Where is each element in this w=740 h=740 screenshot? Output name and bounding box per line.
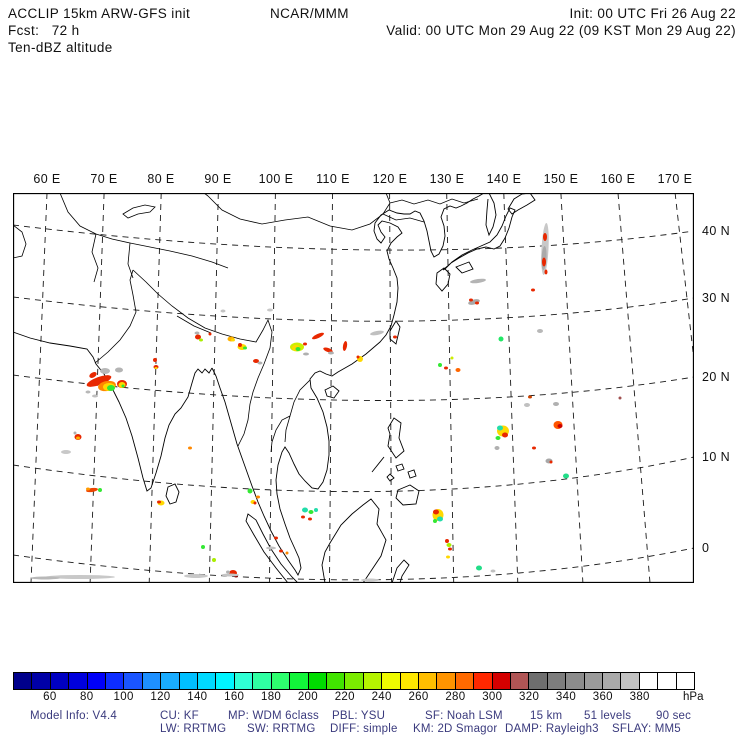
echo-top-patch <box>447 543 452 547</box>
colorbar-cell-380 <box>640 673 658 689</box>
lon-tick-label: 140 E <box>486 172 522 186</box>
echo-top-patch <box>448 548 452 551</box>
colorbar-cell-220 <box>345 673 363 689</box>
forecast-hour: Fcst: 72 h <box>8 23 80 38</box>
coastlines <box>13 193 535 583</box>
lat-tick-label: 20 N <box>702 370 731 384</box>
echo-top-patch <box>231 339 235 342</box>
colorbar-tick-120: 120 <box>150 691 171 703</box>
meridian-170E <box>675 193 694 583</box>
coastline-hokkaido <box>508 193 535 214</box>
meridian-160E <box>618 193 650 583</box>
parallel-40N <box>13 225 694 250</box>
colorbar-tick-200: 200 <box>297 691 318 703</box>
echo-top-patch <box>122 385 125 388</box>
echo-top-patch <box>98 488 102 492</box>
colorbar-tick-220: 220 <box>334 691 355 703</box>
model-info-sw: SW: RRTMG <box>247 723 316 735</box>
colorbar-cell-260 <box>419 673 437 689</box>
echo-top-patch <box>342 341 348 352</box>
echo-top-patch <box>550 461 553 464</box>
model-info-sf: SF: Noah LSM <box>425 710 503 722</box>
echo-top-patch <box>86 488 90 491</box>
echo-top-patch <box>499 337 504 342</box>
echo-top-patch <box>456 368 461 372</box>
echo-top-patch <box>619 397 622 400</box>
lat-lon-graticule <box>13 193 694 583</box>
coastline-kyushu <box>436 268 450 291</box>
echo-top-patch <box>76 437 80 440</box>
echo-top-patch <box>311 331 324 340</box>
model-info-pbl: PBL: YSU <box>332 710 386 722</box>
colorbar-cell-300 <box>493 673 511 689</box>
coastline-palawan <box>372 457 384 472</box>
colorbar-cell-370 <box>621 673 639 689</box>
echo-top-patch <box>361 579 379 582</box>
colorbar-cell-190 <box>290 673 308 689</box>
map-frame <box>14 194 694 583</box>
meridian-60E <box>31 193 47 583</box>
echo-top-patch <box>370 330 384 336</box>
coastline-honshu <box>443 208 515 270</box>
lon-tick-label: 110 E <box>316 172 350 186</box>
echo-top-patch <box>328 352 334 355</box>
echo-top-patch <box>243 347 247 350</box>
border-ne-china <box>383 199 478 222</box>
echo-top-patch <box>531 289 535 292</box>
border-indochina <box>271 380 310 452</box>
meridian-130E <box>447 193 454 583</box>
colorbar-cell-290 <box>474 673 492 689</box>
echo-top-patch <box>495 446 500 450</box>
lon-tick-label: 170 E <box>657 172 693 186</box>
echo-top-patch <box>491 570 496 573</box>
border-thailand-myanmar <box>238 404 250 446</box>
colorbar-cell-150 <box>216 673 234 689</box>
model-info-lw: LW: RRTMG <box>160 723 227 735</box>
echo-top-patch <box>61 450 71 454</box>
echo-top-patch <box>301 516 305 519</box>
lon-tick-label: 160 E <box>600 172 636 186</box>
colorbar-tick-380: 380 <box>629 691 650 703</box>
echo-top-patch <box>226 571 230 574</box>
echo-top-patch <box>309 510 314 514</box>
echo-top-patch <box>532 447 536 450</box>
echo-top-patch <box>393 336 397 339</box>
colorbar-tick-100: 100 <box>113 691 134 703</box>
model-info-version: Model Info: V4.4 <box>30 710 117 722</box>
echo-top-patch <box>157 501 161 504</box>
echo-top-patch <box>209 333 212 336</box>
colorbar-cell-180 <box>272 673 290 689</box>
echo-top-patch <box>201 545 205 549</box>
echo-top-patch <box>542 258 546 267</box>
colorbar-cell-210 <box>327 673 345 689</box>
coastline-luzon <box>388 418 404 458</box>
model-info-mp: MP: WDM 6class <box>228 710 319 722</box>
colorbar-unit: hPa <box>683 691 704 703</box>
colorbar-cell-400 <box>677 673 694 689</box>
echo-top-patch <box>524 403 530 407</box>
meridian-150E <box>561 193 583 583</box>
echo-top-patch <box>115 368 123 373</box>
echo-top-patch <box>357 356 360 359</box>
colorbar-cell-310 <box>511 673 529 689</box>
model-info-levels: 51 levels <box>584 710 632 722</box>
model-info-res: 15 km <box>530 710 563 722</box>
echo-top-patch <box>314 508 318 512</box>
colorbar-cell-170 <box>253 673 271 689</box>
echo-top-patch <box>107 385 115 391</box>
colorbar-cell-160 <box>235 673 253 689</box>
colorbar-cell-200 <box>309 673 327 689</box>
echo-top-patch <box>475 302 479 305</box>
parallel-20N <box>13 375 694 401</box>
model-info-diff: DIFF: simple <box>330 723 398 735</box>
colorbar-tick-180: 180 <box>261 691 282 703</box>
echo-top-patch <box>537 329 543 333</box>
lon-tick-label: 80 E <box>147 172 175 186</box>
echo-top-patch <box>199 339 203 342</box>
echo-top-patch <box>433 510 439 515</box>
colorbar-tick-320: 320 <box>519 691 540 703</box>
colorbar-tick-60: 60 <box>43 691 57 703</box>
colorbar-cell-350 <box>585 673 603 689</box>
echo-top-patch <box>446 556 450 559</box>
echo-top-patch <box>545 270 548 275</box>
echo-top-patch <box>195 332 200 335</box>
echo-top-patch <box>256 496 260 499</box>
colorbar-tick-340: 340 <box>555 691 577 703</box>
valid-time: Valid: 00 UTC Mon 29 Aug 22 (09 KST Mon 29 Aug 22) <box>386 23 736 38</box>
echo-top-patch <box>274 537 278 540</box>
colorbar-cell-390 <box>658 673 676 689</box>
colorbar-cell-240 <box>382 673 400 689</box>
colorbar-cell-320 <box>529 673 547 689</box>
colorbar-tick-labels <box>0 691 740 705</box>
colorbar-cell-140 <box>198 673 216 689</box>
product-title: ACCLIP 15km ARW-GFS init <box>8 6 191 21</box>
colorbar <box>13 672 695 690</box>
border-caspian-aral <box>13 225 26 258</box>
echo-top-patch <box>497 426 503 431</box>
lon-tick-label: 130 E <box>429 172 465 186</box>
echo-top-patch <box>248 489 253 494</box>
echo-top-patch <box>155 367 158 369</box>
echo-top-patch <box>267 309 273 312</box>
echo-top-patch <box>258 362 263 365</box>
colorbar-cell-60 <box>51 673 69 689</box>
lon-tick-label: 120 E <box>372 172 408 186</box>
border-central-asia <box>60 193 228 282</box>
echo-top-patch <box>470 278 486 284</box>
border-himalaya <box>133 270 272 404</box>
echo-top-patch <box>279 550 283 553</box>
echo-top-patch <box>303 353 309 356</box>
echo-top-patch <box>74 432 77 435</box>
echo-top-patch <box>303 343 307 346</box>
model-info-cu: CU: KF <box>160 710 199 722</box>
echo-top-patch <box>254 502 257 505</box>
lon-tick-label: 150 E <box>543 172 579 186</box>
coastline-hainan <box>325 386 339 398</box>
echo-top-patch <box>153 358 157 362</box>
model-info-damp: DAMP: Rayleigh3 <box>505 723 599 735</box>
colorbar-cell-250 <box>401 673 419 689</box>
border-mongolia <box>204 193 390 230</box>
coastline-sakhalin <box>486 193 496 235</box>
lon-tick-label: 70 E <box>90 172 118 186</box>
echo-top-patch <box>221 310 226 313</box>
colorbar-cell-270 <box>437 673 455 689</box>
colorbar-cell-120 <box>161 673 179 689</box>
meridian-100E <box>269 193 275 583</box>
colorbar-cell-100 <box>124 673 142 689</box>
echo-top-patch <box>437 517 443 522</box>
model-info-km: KM: 2D Smagor <box>413 723 498 735</box>
echo-top-patch <box>221 574 239 577</box>
lat-tick-label: 0 <box>702 541 710 555</box>
colorbar-cell-40 <box>14 673 32 689</box>
echo-top-patch <box>563 474 569 479</box>
colorbar-cell-80 <box>88 673 106 689</box>
echo-top-patch <box>438 363 442 367</box>
variable-name: Ten-dBZ altitude <box>8 40 113 55</box>
colorbar-cell-280 <box>456 673 474 689</box>
echo-top-patch <box>476 566 482 571</box>
echo-top-patch <box>286 552 289 555</box>
lat-tick-label: 40 N <box>702 224 731 238</box>
colorbar-tick-300: 300 <box>482 691 503 703</box>
echo-top-patch <box>433 519 437 523</box>
lat-tick-label: 10 N <box>702 450 731 464</box>
meridian-120E <box>390 193 392 583</box>
echo-top-patch <box>558 424 563 428</box>
lake-balkhash <box>123 205 155 218</box>
echo-top-patch <box>444 367 448 370</box>
colorbar-cell-340 <box>566 673 584 689</box>
echo-top-patch <box>469 299 473 302</box>
echo-top-patch <box>266 547 276 550</box>
echo-top-patch <box>502 433 508 438</box>
border-nepal <box>177 316 211 333</box>
echo-top-patch <box>86 391 91 394</box>
meridian-80E <box>149 193 161 583</box>
echo-top-patch <box>92 395 98 398</box>
center-name: NCAR/MMM <box>270 6 349 21</box>
parallel-30N <box>13 297 694 321</box>
colorbar-cell-360 <box>603 673 621 689</box>
echo-top-patch <box>553 402 559 406</box>
colorbar-tick-240: 240 <box>371 691 392 703</box>
parallel-0 <box>13 548 694 580</box>
echo-top-patch <box>30 577 60 580</box>
model-info-sflay: SFLAY: MM5 <box>612 723 681 735</box>
map-panel <box>13 193 694 583</box>
colorbar-tick-140: 140 <box>187 691 208 703</box>
coastline-srilanka <box>166 484 179 504</box>
coastline-shikoku <box>456 262 473 273</box>
echo-top-patch <box>308 518 312 521</box>
colorbar-tick-160: 160 <box>224 691 245 703</box>
echo-top-patch <box>451 357 454 360</box>
echo-top-patch <box>445 539 449 543</box>
parallel-10N <box>13 457 694 492</box>
echo-top-patch <box>184 574 208 578</box>
coastline-south-asia <box>13 332 212 491</box>
colorbar-cell-50 <box>32 673 50 689</box>
colorbar-cell-130 <box>180 673 198 689</box>
colorbar-cell-330 <box>548 673 566 689</box>
colorbar-tick-80: 80 <box>80 691 94 703</box>
init-time: Init: 00 UTC Fri 26 Aug 22 <box>569 6 736 21</box>
colorbar-tick-280: 280 <box>445 691 466 703</box>
model-info-step: 90 sec <box>656 710 692 722</box>
lon-tick-label: 100 E <box>258 172 294 186</box>
coastline-mindanao <box>396 485 419 505</box>
echo-top-patch <box>496 436 501 440</box>
lon-tick-label: 60 E <box>33 172 61 186</box>
echo-top-patch <box>100 368 110 374</box>
lon-tick-label: 90 E <box>204 172 232 186</box>
country-borders <box>13 193 478 452</box>
colorbar-cell-70 <box>69 673 87 689</box>
echo-top-patch <box>543 233 547 241</box>
echo-top-patch <box>188 447 192 450</box>
meridian-140E <box>504 193 518 583</box>
colorbar-cell-110 <box>143 673 161 689</box>
colorbar-cell-90 <box>106 673 124 689</box>
colorbar-tick-260: 260 <box>408 691 429 703</box>
lat-tick-label: 30 N <box>702 291 731 305</box>
colorbar-tick-360: 360 <box>592 691 613 703</box>
colorbar-cell-230 <box>364 673 382 689</box>
echo-top-patch <box>302 508 308 513</box>
echo-top-patch <box>238 343 242 347</box>
echo-top-patch <box>212 558 216 562</box>
echo-top-patch <box>528 396 532 399</box>
meridian-90E <box>209 193 218 583</box>
coastline-borneo <box>322 499 386 583</box>
echo-top-patch <box>296 347 301 351</box>
